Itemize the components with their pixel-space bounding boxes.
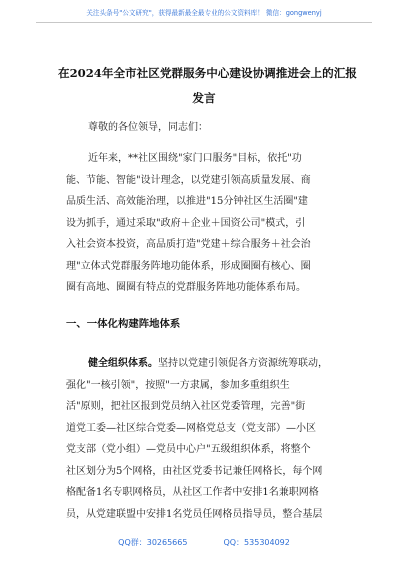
footer-contacts <box>0 537 408 549</box>
title-line: 发言 <box>192 91 216 105</box>
paragraph-organization <box>66 353 344 525</box>
greeting-line: 尊敬的各位领导，同志们： <box>88 122 208 133</box>
paragraph-line: 活"原则，把社区报到党员纳入社区党委管理，完善"街 <box>66 401 306 412</box>
greeting <box>66 117 344 139</box>
header-divider <box>36 22 372 23</box>
paragraph-line: 党支部（党小组）—党员中心户"五级组织体系，将整个 <box>66 444 311 455</box>
paragraph-line <box>66 353 344 375</box>
paragraph-line: 圈有高地、圈圈有特点的党群服务阵地功能体系布局。 <box>66 282 306 293</box>
paragraph-line: 社区划分为5个网格，由社区党委书记兼任网格长，每个网 <box>66 465 323 477</box>
paragraph-line: 能、节能、智能"设计理念，以党建引领高质量发展、商 <box>66 174 311 186</box>
paragraph-lead: 健全组织体系。 <box>88 358 158 369</box>
paragraph-intro <box>66 148 344 299</box>
footer-qq: QQ：535304092 <box>223 538 290 547</box>
top-banner: 关注头条号"公文研究"，获得最新最全最专业的公文资料库！ 微信：gongwenyj <box>86 9 322 17</box>
paragraph-line: 道党工委—社区综合党委—网格党总支（党支部）—小区 <box>66 422 316 434</box>
paragraph-line: 入社会资本投资，高品质打造"党建＋综合服务＋社会治 <box>66 239 311 250</box>
paragraph-line: 格配备1名专职网格员，从社区工作者中安排1名兼职网格 <box>66 487 319 498</box>
paragraph-line: 近年来，**社区围绕"家门口服务"目标，依托"功 <box>88 153 302 164</box>
paragraph-line: 品质生活、高效能治理，以推进"15分钟社区生活圈"建 <box>66 196 308 207</box>
paragraph-line: 理"立体式党群服务阵地功能体系，形成圈圈有核心、圈 <box>66 260 311 272</box>
paragraph-line: 强化"一核引领"，按照"一方隶属，参加多重组织生 <box>66 379 290 391</box>
title-line: 在2024年全市社区党群服务中心建设协调推进会上的汇报 <box>58 66 357 80</box>
paragraph-line: 设为抓手，通过采取"政府＋企业＋国资公司"模式，引 <box>66 217 306 229</box>
paragraph-line-rest: 坚持以党建引领促各方资源统筹联动， <box>158 358 328 369</box>
section-heading: 一、一体化构建阵地体系 <box>66 318 181 330</box>
paragraph-line: 员，从党建联盟中安排1名党员任网格员指导员，整合基层 <box>66 508 323 520</box>
footer-qq-group: QQ群：30265665 <box>118 538 188 547</box>
document-title <box>58 61 357 111</box>
